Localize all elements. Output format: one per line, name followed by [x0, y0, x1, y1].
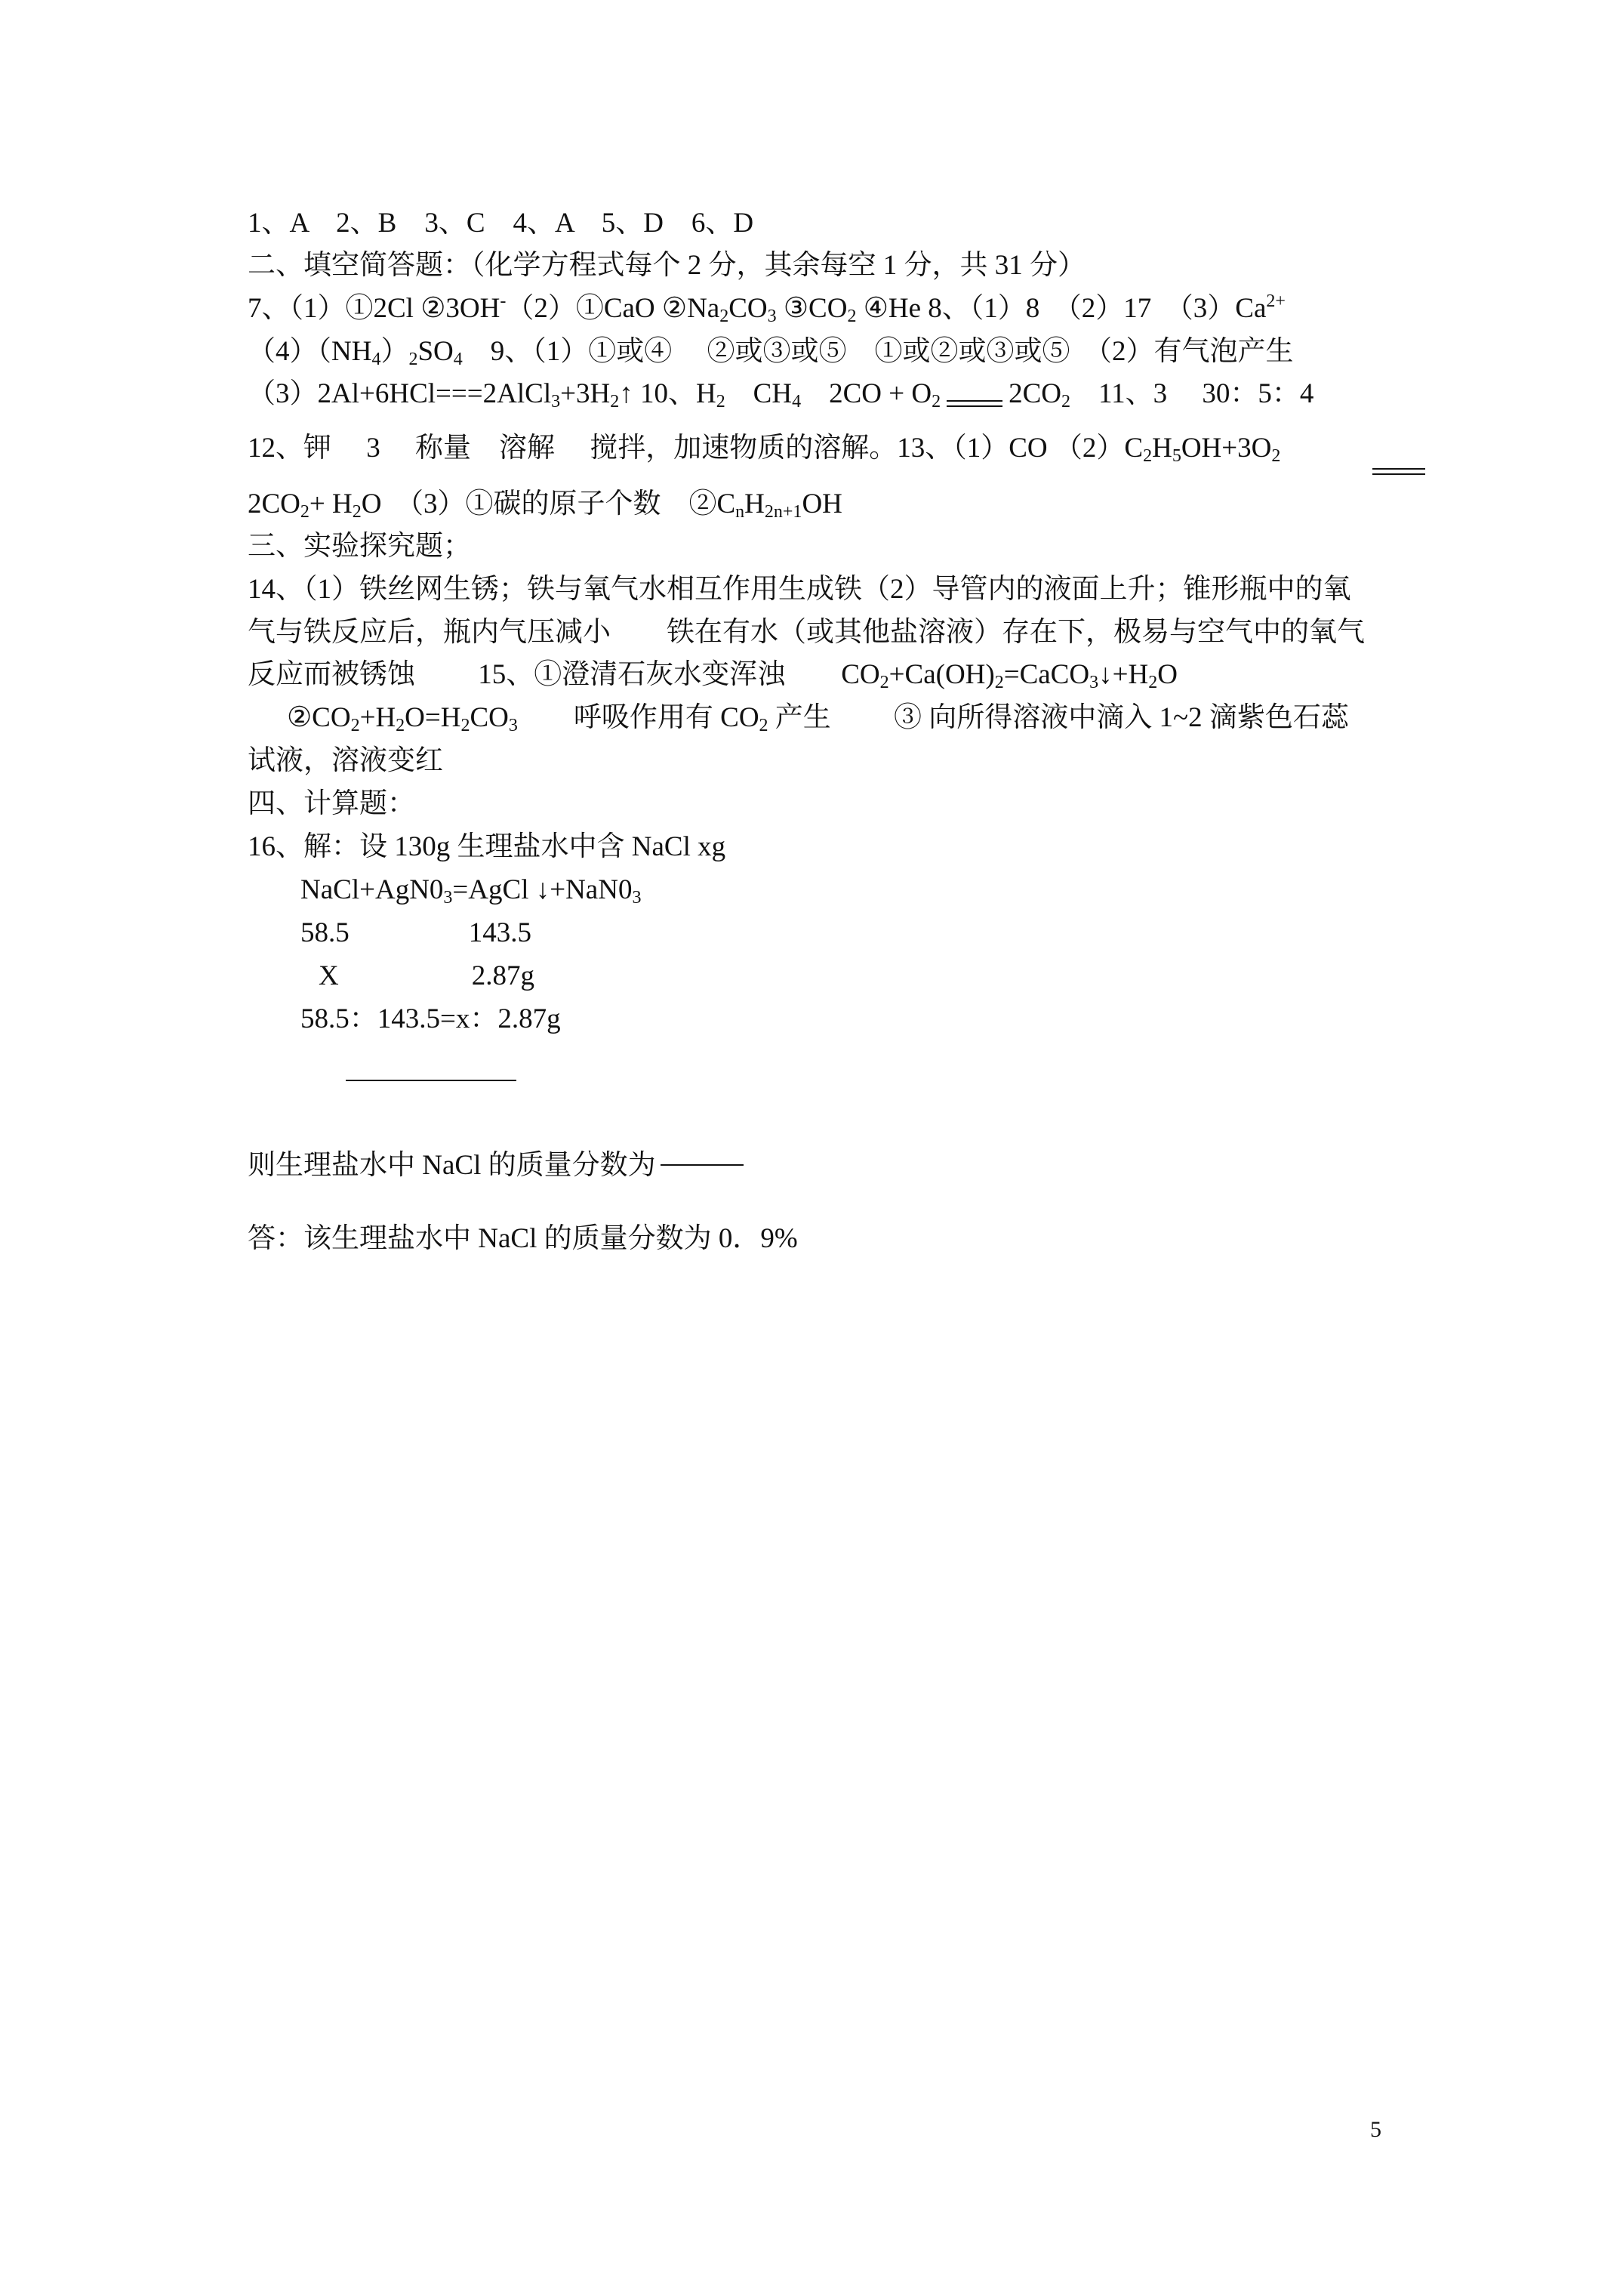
q16-ratio: 58.5：143.5=x：2.87g	[300, 1003, 561, 1034]
q16-fraction-line: 则生理盐水中 NaCl 的质量分数为	[248, 1148, 744, 1184]
q15-line-1: 反应而被锈蚀 15、①澄清石灰水变浑浊 $CO_2+Ca(OH)_2=CaCO_3↓+H_2O$	[248, 659, 1178, 692]
page-number: 5	[1370, 2117, 1381, 2142]
q13-line: $2CO_2+ H_2O$ （3）①碳的原子个数 $②C_nH_{2n+1}OH$	[248, 488, 842, 522]
q14-line-1: 14、（1）铁丝网生锈；铁与氧气水相互作用生成铁（2）导管内的液面上升；锥形瓶中的氧	[248, 574, 1351, 605]
section-4-title: 四、计算题：	[248, 788, 415, 819]
section-2-title: 二、填空简答题：（化学方程式每个 2 分，其余每空 1 分，共 31 分）	[248, 250, 1086, 281]
q16-equation: $NaCl+AgN0_3=AgCl$ $↓+NaN0_3$	[300, 874, 642, 908]
q16-unknowns: X 2.87g	[319, 960, 534, 991]
q12-q13-line: 12、钾 3 称量 溶解 搅拌，加速物质的溶解。13、（1）CO $(2)C_2H_5OH+3O_2$	[248, 433, 1281, 466]
q16-intro: 16、解：设 130g 生理盐水中含 NaCl xg	[248, 831, 726, 862]
choice-answers: 1、A 2、B 3、C 4、A 5、D 6、D	[248, 208, 754, 239]
fraction-dash	[661, 1164, 744, 1166]
equals-sign-mark	[947, 400, 1002, 407]
q14-line-2: 气与铁反应后，瓶内气压减小 铁在有水（或其他盐溶液）存在下，极易与空气中的氧气	[248, 617, 1365, 648]
q7-line: 7、（1）①2Cl ②3OH-（2）①CaO $②Na_2CO_3$ $③CO_2$ ④He 8、（1）8 （2）17 $(3)Ca^{2+}$	[248, 291, 1286, 326]
section-3-title: 三、实验探究题；	[248, 531, 471, 562]
q8-q9-line: $(4)(NH_4)_2SO_4$ 9、（1）①或④ ②或③或⑤ ①或②或③或⑤ （2）有气泡产生	[248, 336, 1294, 369]
q9-q11-line: $(3)2Al+6HCl===2AlCl_3+3H_2↑$ 10、$H_2$ $CH_4$ $2CO + O_2$ $2CO_2$ 11、3 30：5：4	[248, 378, 1314, 411]
q16-answer: 答：该生理盐水中 NaCl 的质量分数为 0．9%	[248, 1223, 798, 1254]
equals-sign-mark	[1372, 468, 1425, 475]
fraction-line	[346, 1080, 516, 1081]
q15-line-2: $②CO_2+H_2O=H_2CO_3$ 呼吸作用有 $CO_2$ 产生 ③ 向所得溶液中滴入 1~2 滴紫色石蕊	[287, 702, 1349, 735]
q16-masses: 58.5 143.5	[300, 917, 531, 948]
q15-line-3: 试液，溶液变红	[248, 745, 443, 776]
